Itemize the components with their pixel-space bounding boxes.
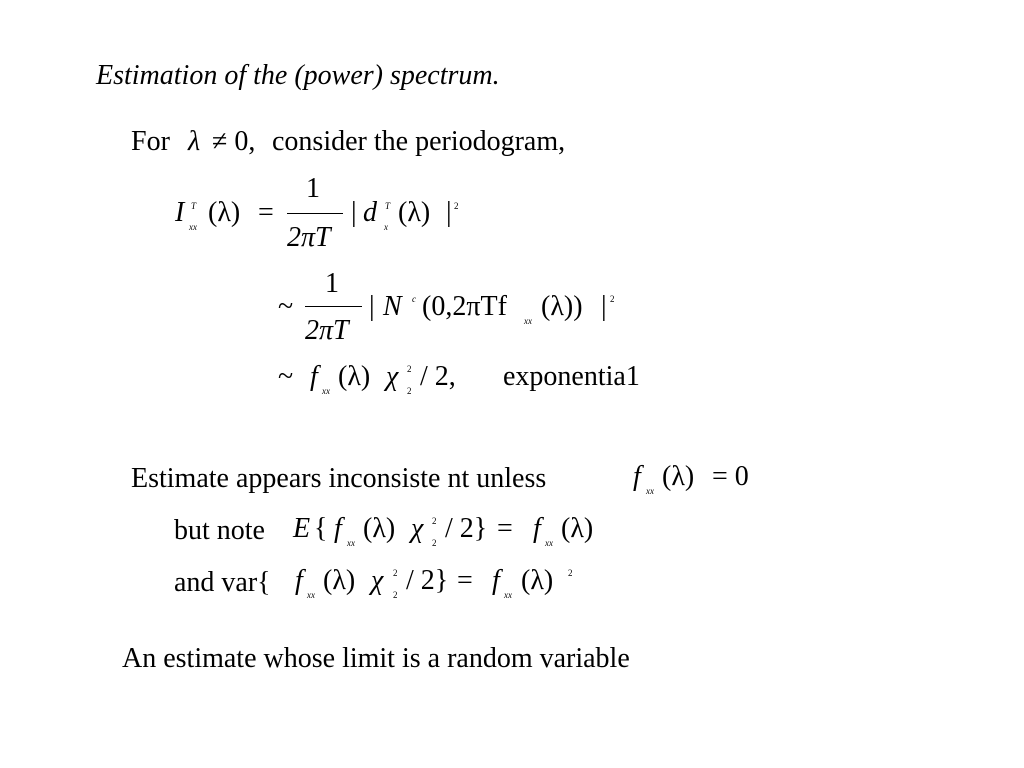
eq3-tilde: ~ — [278, 361, 294, 392]
mean-chi-sub: 2 — [432, 538, 437, 548]
eq3-chi-sup: 2 — [407, 364, 412, 374]
eq2-den: 2πT — [305, 315, 349, 346]
eq1-num: 1 — [306, 173, 320, 204]
mean-rhs-f: f — [533, 513, 541, 544]
intro-lambda: λ — [188, 126, 201, 157]
eq1-arg: (λ) — [208, 197, 241, 228]
mean-arg: (λ) — [363, 513, 396, 544]
eq3-arg: (λ) — [338, 361, 371, 392]
intro-rest: consider the periodogram, — [272, 126, 566, 157]
eq2-tilde: ~ — [278, 291, 294, 322]
eq1-sub-xx: xx — [189, 222, 197, 232]
variance-rhs-sub: xx — [504, 590, 512, 600]
consistency-f: f — [633, 461, 641, 492]
variance-chi: χ — [371, 565, 384, 596]
mean-eq: = — [497, 513, 513, 544]
variance-lead: and var{ — [174, 567, 271, 598]
variance-div: / 2} — [406, 565, 449, 596]
eq3-f: f — [310, 361, 318, 392]
consistency-sub-xx: xx — [646, 486, 654, 496]
eq2-sup-c: c — [412, 294, 416, 304]
intro-neq-zero: ≠ 0, — [212, 126, 256, 157]
mean-rhs-sub: xx — [545, 538, 553, 548]
mean-brace: { — [314, 513, 328, 544]
eq1-den: 2πT — [287, 222, 331, 253]
consistency-text: Estimate appears inconsiste nt unless — [131, 463, 547, 494]
variance-rhs-f: f — [492, 565, 500, 596]
eq3-chi-sub: 2 — [407, 386, 412, 396]
eq1-d-sup-T: T — [385, 201, 391, 211]
eq1-d-sub-x: x — [384, 222, 388, 232]
variance-chi-sup: 2 — [393, 568, 398, 578]
variance-f: f — [295, 565, 303, 596]
eq1-square: 2 — [454, 201, 459, 211]
variance-eq: = — [457, 565, 473, 596]
eq2-args: (0,2πTf — [422, 291, 507, 322]
eq3-div: / 2, — [420, 361, 456, 392]
variance-rhs-arg: (λ) — [521, 565, 554, 596]
eq2-fraction-bar — [305, 306, 362, 307]
variance-chi-sub: 2 — [393, 590, 398, 600]
slide-title: Estimation of the (power) spectrum. — [96, 60, 500, 91]
mean-f: f — [334, 513, 342, 544]
variance-arg: (λ) — [323, 565, 356, 596]
mean-chi-sup: 2 — [432, 516, 437, 526]
mean-chi: χ — [411, 513, 424, 544]
eq2-num: 1 — [325, 268, 339, 299]
mean-E: E — [293, 513, 311, 544]
variance-sub-xx: xx — [307, 590, 315, 600]
eq2-tail: (λ)) — [541, 291, 583, 322]
intro-for: For — [131, 126, 170, 157]
eq1-sup-T: T — [191, 201, 197, 211]
variance-rhs-square: 2 — [568, 568, 573, 578]
consistency-arg: (λ) — [662, 461, 695, 492]
eq1-d: d — [363, 197, 377, 228]
eq2-N: N — [383, 291, 402, 322]
eq1-d-arg: (λ) — [398, 197, 431, 228]
eq2-abs-close: | — [601, 291, 607, 322]
eq2-abs-open: | — [369, 291, 375, 322]
eq2-square: 2 — [610, 294, 615, 304]
mean-sub-xx: xx — [347, 538, 355, 548]
eq1-abs-open: | — [351, 197, 357, 228]
eq2-sub-xx: xx — [524, 316, 532, 326]
eq3-label: exponentia1 — [503, 361, 640, 392]
eq1-fraction-bar — [287, 213, 343, 214]
eq3-sub-xx: xx — [322, 386, 330, 396]
mean-div: / 2} — [445, 513, 488, 544]
mean-rhs-arg: (λ) — [561, 513, 594, 544]
mean-lead: but note — [174, 515, 265, 546]
eq1-I: I — [175, 197, 185, 228]
eq1-abs-close: | — [446, 197, 452, 228]
consistency-eq: = 0 — [712, 461, 749, 492]
eq1-equals: = — [258, 197, 274, 228]
conclusion-text: An estimate whose limit is a random variable — [122, 643, 630, 674]
eq3-chi: χ — [386, 361, 399, 392]
